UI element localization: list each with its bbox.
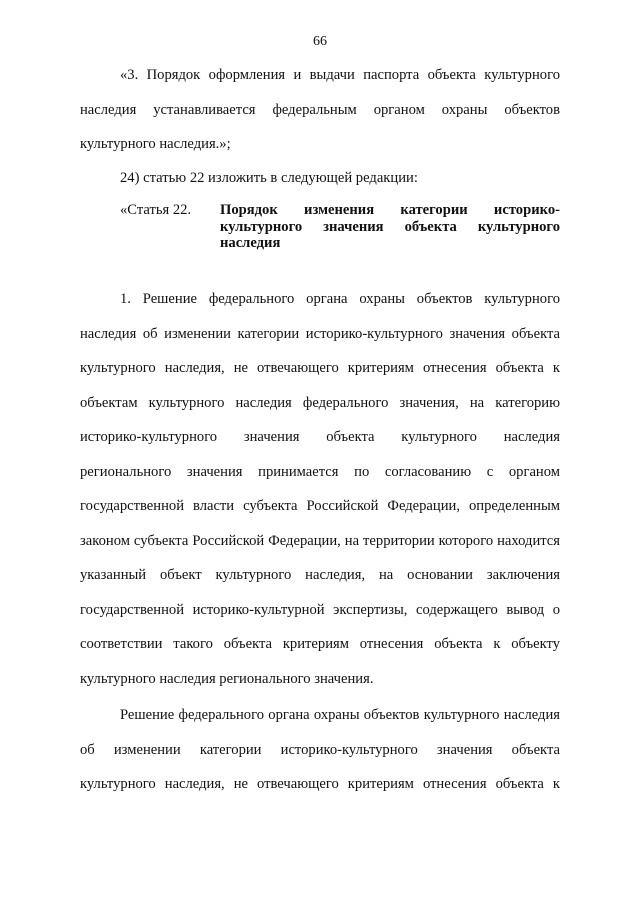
paragraph-passport-order: «3. Порядок оформления и выдачи паспорта объекта культурного наследия устанавливается федеральным органом охраны объектов культурного наследия.»;	[80, 67, 560, 152]
paragraph-article-part-1-continued: Решение федерального органа охраны объектов культурного наследия об изменении категории историко-культурного значения объекта культурного наследия, не отвечающего критериям отнесения объекта к	[80, 707, 560, 792]
page-number: 66	[313, 34, 327, 49]
article-title: Порядок изменения категории историко-культурного значения объекта культурного наследия	[220, 202, 560, 251]
paragraph-amendment-24: 24) статью 22 изложить в следующей редакции:	[120, 170, 418, 186]
paragraph-article-part-1: 1. Решение федерального органа охраны объектов культурного наследия об изменении категории историко-культурного значения объекта культурного наследия, не отвечающего критериям отнесения объекта к объектам культурного наследия федерального значения, на категорию историко-культурного значения объекта культурного наследия регионального значения принимается по согласованию с органом государственной власти субъекта Российской Федерации, определенным законом субъекта Российской Федерации, на территории которого находится указанный объект культурного наследия, на основании заключения государственной историко-культурной экспертизы, содержащего вывод о соответствии такого объекта критериям отнесения объекта к объекту культурного наследия регионального значения.	[80, 291, 560, 687]
article-number: «Статья 22.	[120, 202, 192, 218]
